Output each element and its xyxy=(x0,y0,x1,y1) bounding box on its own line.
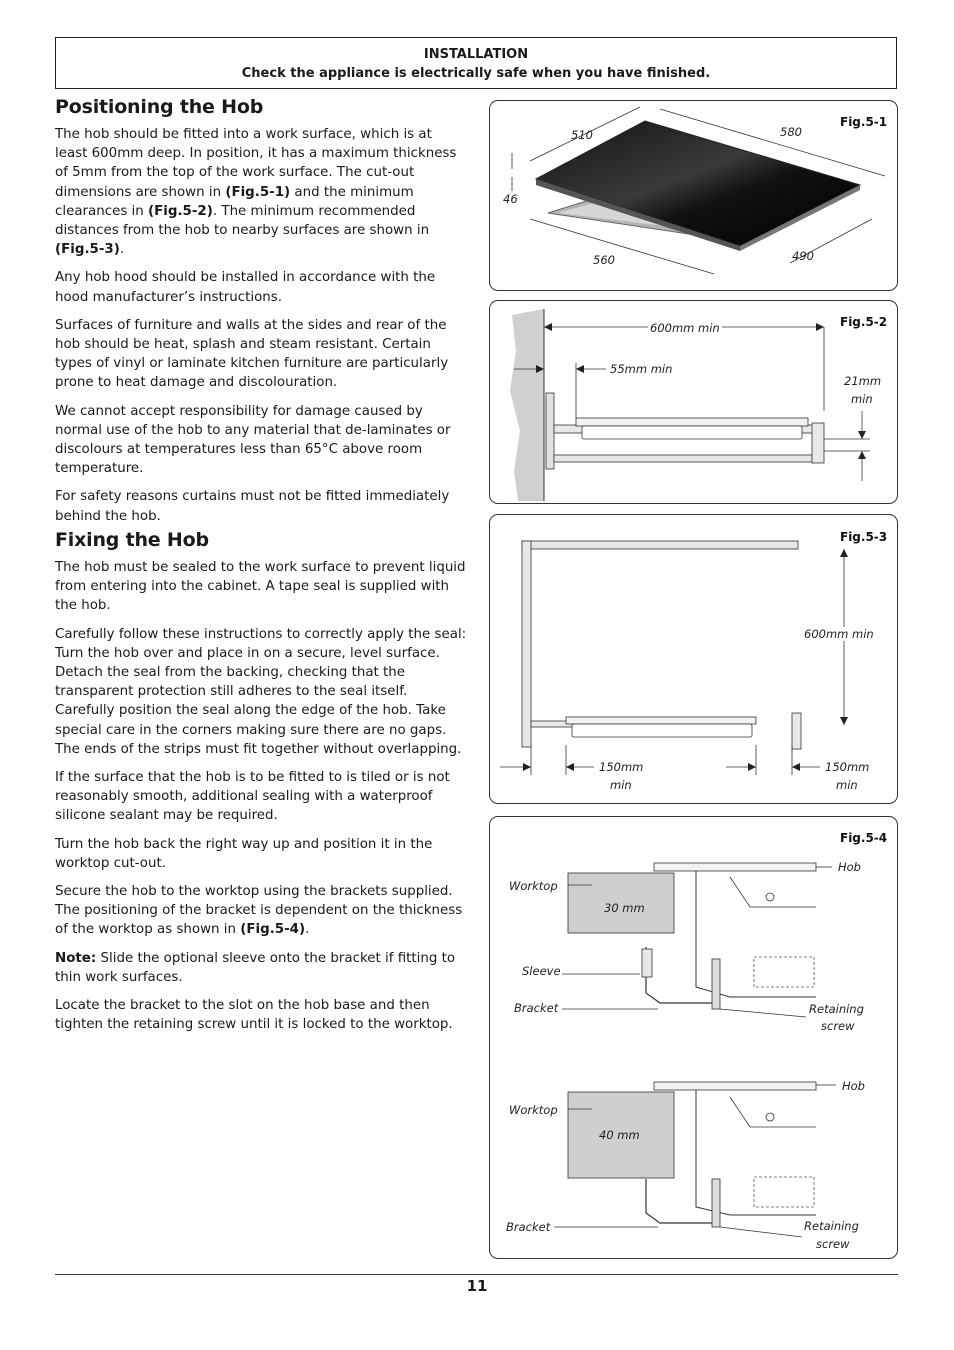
dim-55mm-min: 55mm min xyxy=(610,362,673,376)
screw-hole xyxy=(766,893,774,901)
dim-490: 490 xyxy=(792,249,814,263)
sleeve xyxy=(642,949,652,977)
upper-cabinet xyxy=(522,541,798,549)
figure-5-1 xyxy=(489,100,898,291)
arrow-21-up xyxy=(858,451,866,459)
header-subtitle: Check the appliance is electrically safe when you have finished. xyxy=(241,66,711,81)
hob-top xyxy=(566,717,756,724)
hob-inner xyxy=(730,1097,816,1127)
label-sleeve: Sleeve xyxy=(522,964,561,978)
text-span: . The minimum recommended distances from the hob to nearby surfaces are shown in xyxy=(55,203,430,239)
leader-screw xyxy=(720,1227,802,1237)
arrow-right-b xyxy=(792,763,800,771)
label-40mm: 40 mm xyxy=(599,1128,640,1142)
footer-rule xyxy=(55,1274,898,1275)
label-screw: screw xyxy=(816,1237,850,1251)
dim-560: 560 xyxy=(593,253,615,267)
left-wall xyxy=(522,541,531,747)
text-span: Secure the hob to the worktop using the brackets supplied. The positioning of the bracket is dependent on the thickness of the worktop as shown in xyxy=(55,884,463,938)
installation-header xyxy=(55,37,897,89)
label-screw: screw xyxy=(821,1019,855,1033)
dim-580: 580 xyxy=(780,125,802,139)
arrow-21-down xyxy=(858,431,866,439)
leader-screw xyxy=(720,1009,806,1017)
label-worktop: Worktop xyxy=(509,1103,558,1117)
fig-ref: (Fig.5-4) xyxy=(240,922,306,938)
label-bracket: Bracket xyxy=(506,1220,551,1234)
hob-base xyxy=(582,426,802,439)
right-cabinet xyxy=(792,713,801,749)
hob-element xyxy=(754,957,814,987)
dim-600mm-min: 600mm min xyxy=(804,627,874,641)
bracket-shape xyxy=(646,947,720,1003)
worktop-bottom xyxy=(554,455,812,462)
arrow-left xyxy=(544,323,552,331)
arrow-down xyxy=(840,717,848,725)
dim-46: 46 xyxy=(503,192,518,206)
bracket-shape xyxy=(646,1179,720,1223)
positioning-paragraph-3: Surfaces of furniture and walls at the sides and rear of the hob should be heat, splash and steam resistant. Certain types of vinyl or laminate kitchen furniture are particularly prone to heat damage and discolouration. xyxy=(55,317,449,391)
label-retaining: Retaining xyxy=(809,1002,864,1016)
label-worktop: Worktop xyxy=(509,879,558,893)
positioning-title: Positioning the Hob xyxy=(55,96,264,118)
label-hob: Hob xyxy=(838,860,861,874)
bracket-diagram xyxy=(490,817,899,1260)
text-span: and the minimum clearances in xyxy=(55,184,414,219)
fig-ref: (Fig.5-2) xyxy=(148,203,213,219)
fig-5-3-label: Fig.5-3 xyxy=(840,530,888,544)
text-span: . xyxy=(119,242,125,258)
hob-body xyxy=(576,418,808,426)
hob-plate xyxy=(654,1082,816,1090)
fig-5-4-label: Fig.5-4 xyxy=(840,831,888,845)
hob-cutout-diagram xyxy=(490,101,899,292)
fig-ref: (Fig.5-1) xyxy=(225,184,291,200)
dim-21mm-min: min xyxy=(851,392,873,406)
arrow-up xyxy=(840,549,848,557)
text-span: The hob should be fitted into a work surface, which is at least 600mm deep. In position, it has a maximum thickness of 5mm from the top of the work surface. The cut-out dimensions are shown in xyxy=(55,127,457,200)
label-hob: Hob xyxy=(842,1079,865,1093)
header-title: INSTALLATION xyxy=(423,47,529,62)
fixing-paragraph-3: If the surface that the hob is to be fitted to is tiled or is not reasonably smooth, additional sealing with a waterproof silicone sealant may be required. xyxy=(55,770,450,824)
fixing-title: Fixing the Hob xyxy=(55,529,209,551)
arrow-right-a xyxy=(748,763,756,771)
dim-150-left: 150mm xyxy=(599,760,644,774)
fixing-paragraph-4: Turn the hob back the right way up and position it in the worktop cut-out. xyxy=(55,836,433,871)
screw-hole xyxy=(766,1113,774,1121)
fixing-paragraph-1: The hob must be sealed to the work surface to prevent liquid from entering into the cabinet. A tape seal is supplied with the hob. xyxy=(55,560,466,614)
detail-30mm xyxy=(509,860,864,1033)
fixing-paragraph-5 xyxy=(55,882,467,940)
upstand xyxy=(546,393,554,469)
label-bracket: Bracket xyxy=(514,1001,559,1015)
fixing-section xyxy=(55,529,467,1043)
arrow-55 xyxy=(576,365,584,373)
dim-21mm: 21mm xyxy=(844,374,882,388)
fig-5-1-label: Fig.5-1 xyxy=(840,115,888,129)
dim-150-right: 150mm xyxy=(825,760,870,774)
label-30mm: 30 mm xyxy=(604,901,645,915)
hob-plate xyxy=(654,863,816,871)
positioning-section xyxy=(55,96,467,535)
positioning-paragraph-4: We cannot accept responsibility for damage caused by normal use of the hob to any material that de-laminates or discolours at temperatures less than 65°C above room temperature. xyxy=(55,403,451,477)
wall-shape xyxy=(510,309,544,501)
text-span: . xyxy=(305,922,310,938)
fig-5-2-label: Fig.5-2 xyxy=(840,315,888,329)
note-text: Slide the optional sleeve onto the bracket if fitting to thin work surfaces. xyxy=(55,950,456,985)
positioning-paragraph-2: Any hob hood should be installed in accordance with the hood manufacturer’s instructions. xyxy=(55,270,436,305)
retaining-screw xyxy=(712,959,720,1009)
hob-element xyxy=(754,1177,814,1207)
arrow-left-b xyxy=(566,763,574,771)
distances-diagram xyxy=(490,515,899,805)
dim-150-left-min: min xyxy=(610,778,632,792)
hob-base xyxy=(572,724,752,737)
fixing-paragraph-6: Locate the bracket to the slot on the hob base and then tighten the retaining screw until it is locked to the worktop. xyxy=(55,998,453,1033)
clearance-diagram xyxy=(490,301,899,505)
dim-150-right-min: min xyxy=(836,778,858,792)
dim-510: 510 xyxy=(571,128,593,142)
arrow-right xyxy=(816,323,824,331)
fig-ref: (Fig.5-3) xyxy=(55,242,120,258)
figure-5-3 xyxy=(489,514,898,804)
figure-5-4 xyxy=(489,816,898,1259)
label-retaining: Retaining xyxy=(804,1219,859,1233)
positioning-paragraph-5: For safety reasons curtains must not be fitted immediately behind the hob. xyxy=(55,489,450,524)
hob-inner xyxy=(730,877,816,907)
figure-5-2 xyxy=(489,300,898,504)
arrow-left-a xyxy=(523,763,531,771)
retaining-screw xyxy=(712,1179,720,1227)
cabinet-side xyxy=(812,423,824,463)
dim-600mm-min: 600mm min xyxy=(650,321,720,335)
fixing-paragraph-2: Carefully follow these instructions to correctly apply the seal: Turn the hob over and place in on a secure, level surface. Detach the seal from the backing, checking that the transparent protection still adheres to the seal itself. Carefully position the seal along the edge of the hob. Take special care in the corners making sure there are no gaps. The ends of the strips must fit together without overlapping. xyxy=(55,626,467,757)
detail-40mm xyxy=(506,1079,865,1251)
fixing-note xyxy=(55,949,467,987)
note-label: Note: xyxy=(55,950,97,966)
positioning-paragraph-1 xyxy=(55,125,467,259)
page-number: 11 xyxy=(466,1277,488,1295)
